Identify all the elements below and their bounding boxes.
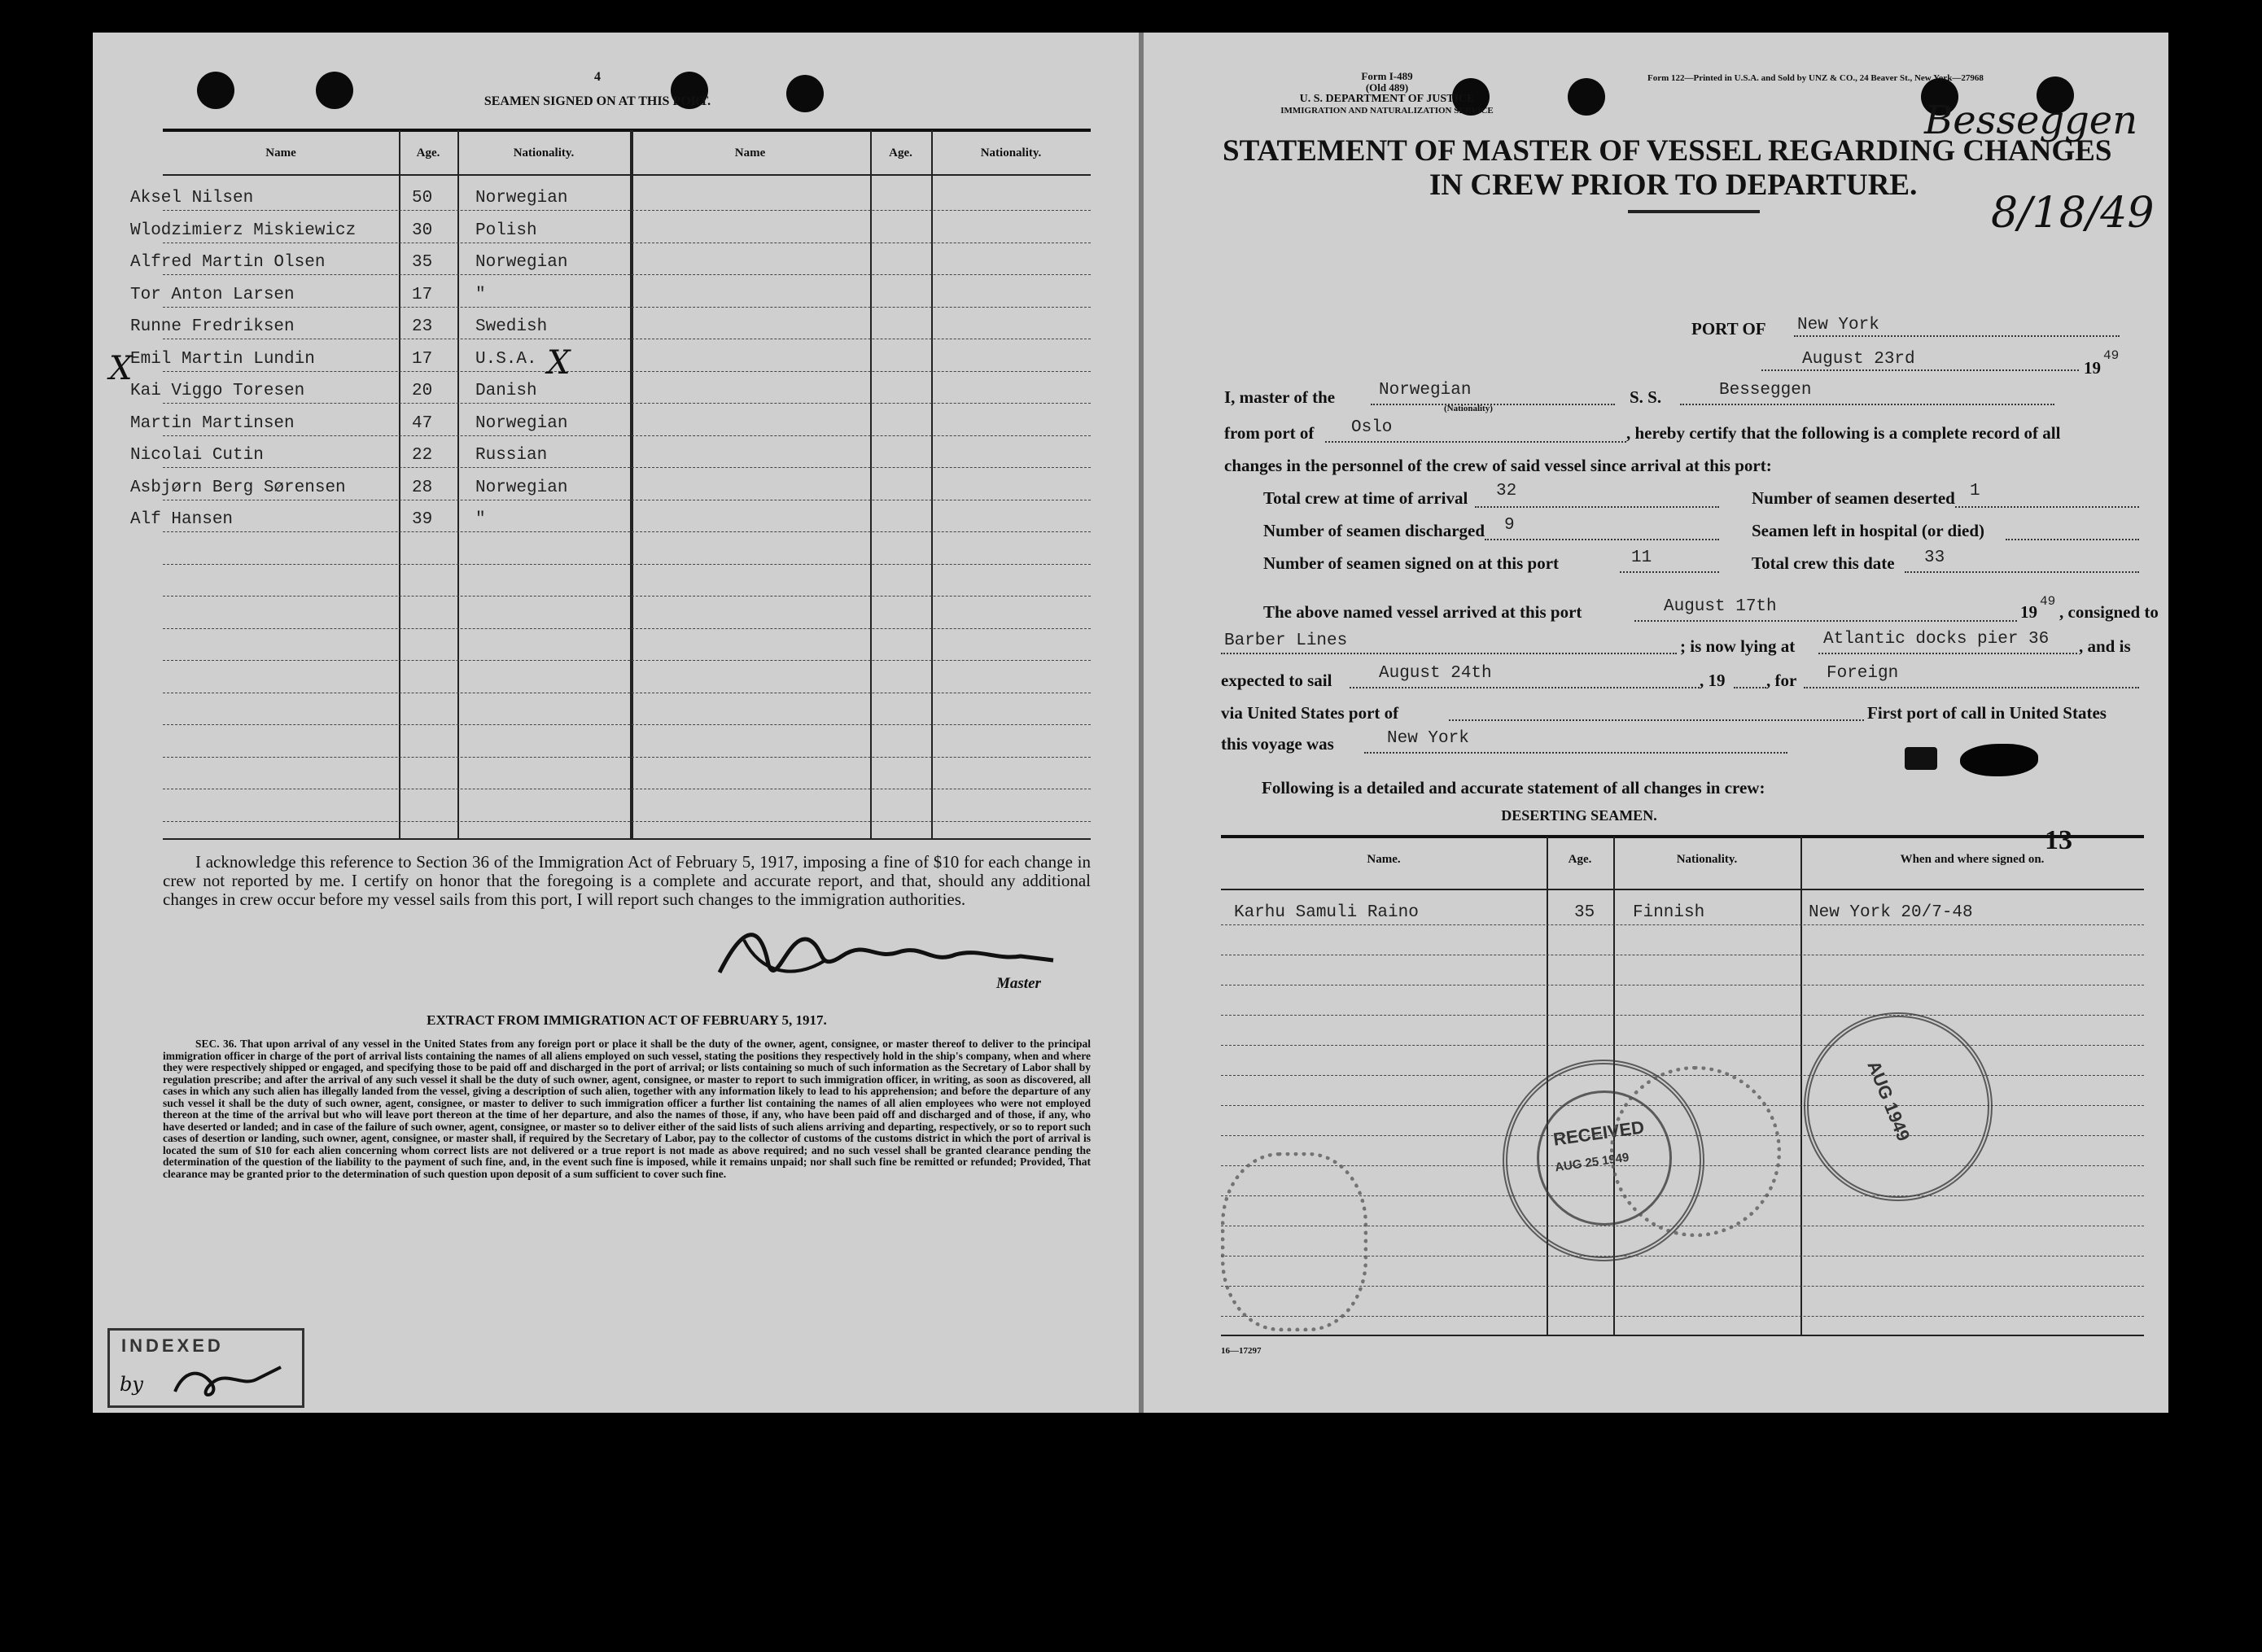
certify-text: , hereby certify that the following is a complete record of all (1626, 423, 2061, 443)
for-label: , for (1766, 671, 1797, 690)
column-header-age: Age. (416, 146, 440, 160)
ss-label: S. S. (1630, 387, 1662, 407)
arrived-year: 49 (2040, 594, 2056, 609)
total-arrival-label: Total crew at time of arrival (1263, 488, 1468, 508)
column-divider (457, 130, 459, 838)
nationality-value: Norwegian (1379, 381, 1472, 400)
port-label: PORT OF (1691, 319, 1766, 339)
via-label: via United States port of (1221, 703, 1399, 723)
form-number: Form I-489 (1361, 70, 1413, 82)
from-port-label: from port of (1224, 423, 1315, 443)
printer-note: Form 122—Printed in U.S.A. and Sold by UNZ & CO., 24 Beaver St., New York—27968 (1647, 73, 1984, 83)
punch-hole (786, 75, 824, 112)
handwritten-date: 8/18/49 (1991, 189, 2155, 238)
punch-hole (197, 72, 234, 109)
fill-line (1955, 506, 2139, 508)
deserting-header-age: Age. (1568, 853, 1592, 866)
signed-on-label: Number of seamen signed on at this port (1263, 553, 1560, 573)
fill-line (1794, 335, 2120, 337)
changes-text: changes in the personnel of the crew of said vessel since arrival at this port: (1224, 456, 1772, 475)
seaman-name: Kai Viggo Toresen (130, 382, 305, 400)
seaman-nationality: Danish (475, 382, 537, 400)
arrived-year-prefix: 19 (2020, 602, 2037, 622)
nationality-caption: (Nationality) (1444, 404, 1493, 413)
indexed-stamp (107, 1328, 304, 1408)
voyage-value: New York (1387, 729, 1469, 748)
total-date-label: Total crew this date (1752, 553, 1895, 573)
master-label: Master (996, 975, 1041, 992)
seaman-nationality: Norwegian (475, 413, 568, 433)
fill-line (1364, 752, 1787, 754)
seaman-name: Wlodzimierz Miskiewicz (130, 221, 357, 240)
seaman-age: 28 (412, 478, 433, 497)
seaman-nationality: Polish (475, 221, 537, 240)
column-header-nationality-2: Nationality. (980, 146, 1042, 160)
section-title: SEAMEN SIGNED ON AT THIS PORT. (483, 94, 711, 108)
row-rule (163, 435, 1091, 436)
deserting-bottom-rule (1221, 1335, 2144, 1336)
deserting-title: DESERTING SEAMEN. (1501, 807, 1657, 824)
fill-line (1818, 653, 2077, 654)
voyage-label: this voyage was (1221, 734, 1334, 754)
seaman-name: Alf Hansen (130, 510, 234, 529)
row-rule (163, 467, 1091, 468)
seaman-nationality: Norwegian (475, 478, 568, 497)
column-header-name: Name (265, 146, 296, 160)
row-rule (163, 628, 1091, 629)
fill-line (1449, 719, 1864, 721)
master-of-label: I, master of the (1224, 387, 1336, 407)
row-rule (163, 564, 1091, 565)
fill-line (1221, 653, 1677, 654)
and-is-label: , and is (2079, 636, 2131, 656)
signed-on-value: 11 (1631, 548, 1652, 567)
indexed-stamp-text: INDEXED (121, 1335, 224, 1356)
table-top-rule (163, 129, 1091, 132)
seaman-nationality: " (475, 510, 486, 529)
row-rule (163, 371, 1091, 372)
discharged-label: Number of seamen discharged (1263, 521, 1485, 540)
seaman-nationality: Norwegian (475, 189, 568, 208)
indexed-stamp-by: by (120, 1373, 143, 1396)
fill-line (1634, 620, 2017, 622)
deserting-header-signed-on: When and where signed on. (1900, 853, 2045, 866)
row-rule (163, 274, 1091, 275)
column-divider (1800, 837, 1802, 1335)
port-value: New York (1797, 316, 1879, 334)
form-title-line-1: STATEMENT OF MASTER OF VESSEL REGARDING CHANGES (1223, 134, 2112, 168)
page-gutter (1139, 33, 1144, 1413)
footer-code: 16—17297 (1221, 1346, 1262, 1356)
seaman-age: 23 (412, 317, 433, 336)
handwritten-vessel-name: Besseggen (1924, 98, 2138, 143)
punch-hole (316, 72, 353, 109)
strike-mark: X (109, 350, 133, 387)
extract-title: EXTRACT FROM IMMIGRATION ACT OF FEBRUARY 5, 1917. (427, 1012, 827, 1028)
row-rule (1221, 1316, 2144, 1317)
acknowledgment-text: I acknowledge this reference to Section 36 of the Immigration Act of February 5, 1917, imposing a fine of $10 for each change in crew not reported by me. I certify on honor that the foregoing is a complete and accurate report, and that, should any additional changes in crew occur before my vessel sails from this port, I will report such changes to the immigration authorities. (163, 852, 1091, 909)
department-name: U. S. DEPARTMENT OF JUSTICE (1299, 93, 1475, 105)
extract-text: SEC. 36. That upon arrival of any vessel in the United States from any foreign port or place it shall be the duty of the owner, agent, consignee, or master thereof to deliver to the principal immigration officer in charge of the port of arrival lists containing the names of all aliens employed on such vessel, stating the positions they respectively hold in the ship's company, when and where they were respectively shipped or engaged, and specifying those to be paid off and discharged in the port of arrival; or lists containing so much of such information as the Secretary of Labor shall by regulation prescribe; and after the arrival of any such vessel it shall be the duty of such owner, agent, consignee, or master to report to such immigration officer, in writing, as soon as discovered, all cases in which any such alien has illegally landed from the vessel, giving a description of such alien, together with any information likely to lead to his apprehension; and before the departure of any such vessel it shall be the duty of such owner, agent, consignee, or master to deliver to such immigration officer a further list containing the names of all alien employees who were not employed thereon at the time of the arrival but who will leave port thereon at the time of her departure, and also the names of those, if any, who have been paid off and discharged and of those, if any, who have deserted or landed; and in case of the failure of such owner, agent, consignee, or master so to deliver either of the said lists of such aliens arriving and departing, respectively, or so to report such cases of desertion or landing, such owner, agent, consignee, or master shall, if required by the Secretary of Labor, pay to the collector of customs of the customs district in which the port of arrival is located the sum of $10 for each alien concerning whom correct lists are not delivered or a true report is not made as above required; and no such vessel shall be granted clearance pending the determination of the question of the liability to the payment of such fine, and, in the event such fine is imposed, while it remains unpaid; nor shall such fine be remitted or refunded; Provided, That clearance may be granted prior to the determination of such question upon deposit of a sum sufficient to cover such fine. (163, 1038, 1091, 1180)
deserting-header-nationality: Nationality. (1676, 853, 1738, 866)
ink-blot (1905, 747, 1937, 770)
total-date-value: 33 (1924, 548, 1945, 567)
for-value: Foreign (1827, 664, 1899, 683)
service-name: IMMIGRATION AND NATURALIZATION SERVICE (1280, 106, 1494, 116)
seaman-age: 17 (412, 349, 433, 369)
deserted-label: Number of seamen deserted (1752, 488, 1955, 508)
row-rule (163, 307, 1091, 308)
row-rule (163, 724, 1091, 725)
deserting-header-name: Name. (1367, 853, 1401, 866)
fill-line (1325, 441, 1626, 443)
fill-line (1485, 539, 1719, 540)
statement-date: August 23rd (1802, 350, 1915, 369)
row-rule (1221, 924, 2144, 925)
deserter-signed-on: New York 20/7-48 (1809, 903, 1973, 922)
expected-label: expected to sail (1221, 671, 1332, 690)
seaman-age: 50 (412, 189, 433, 208)
expected-year-label: , 19 (1700, 671, 1726, 690)
row-rule (1221, 1015, 2144, 1016)
page-number-right: 13 (2045, 825, 2072, 855)
seaman-name: Runne Fredriksen (130, 317, 295, 336)
hospital-label: Seamen left in hospital (or died) (1752, 521, 1985, 540)
seaman-name: Aksel Nilsen (130, 189, 254, 208)
form-title-line-2: IN CREW PRIOR TO DEPARTURE. (1429, 168, 1918, 202)
row-rule (163, 660, 1091, 661)
seaman-name: Martin Martinsen (130, 413, 295, 433)
first-port-label: First port of call in United States (1867, 703, 2107, 723)
title-underline (1628, 210, 1760, 213)
fill-line (1620, 571, 1719, 573)
seaman-name: Nicolai Cutin (130, 446, 264, 465)
column-divider (630, 130, 633, 838)
row-rule (163, 531, 1091, 532)
seaman-name: Emil Martin Lundin (130, 349, 315, 369)
row-rule (163, 403, 1091, 404)
deserted-value: 1 (1970, 482, 1980, 500)
fill-line (1350, 687, 1700, 688)
discharged-value: 9 (1504, 516, 1515, 535)
vessel-name: Besseggen (1719, 381, 1812, 400)
expected-value: August 24th (1379, 664, 1492, 683)
seaman-age: 30 (412, 221, 433, 240)
circular-stamp-date: AUG 1949 (1863, 1057, 1914, 1144)
ink-blot (1960, 744, 2038, 776)
seaman-nationality: U.S.A. (475, 349, 537, 369)
total-arrival-value: 32 (1496, 482, 1517, 500)
row-rule (163, 757, 1091, 758)
fill-line (1371, 404, 1615, 405)
deserter-name: Karhu Samuli Raino (1234, 903, 1419, 922)
column-divider (399, 130, 400, 838)
column-header-name-2: Name (734, 146, 766, 160)
page-number: 4 (594, 70, 601, 84)
consignee-value: Barber Lines (1224, 632, 1348, 650)
column-header-age-2: Age. (889, 146, 912, 160)
right-page (1143, 33, 2168, 1413)
fill-line (1804, 687, 2139, 688)
column-header-nationality: Nationality. (513, 146, 575, 160)
seaman-nationality: Norwegian (475, 253, 568, 272)
row-rule (163, 821, 1091, 822)
seaman-age: 39 (412, 510, 433, 529)
table-header-rule (163, 174, 1091, 176)
table-bottom-rule (163, 838, 1091, 840)
deserter-age: 35 (1574, 903, 1595, 922)
lying-label: ; is now lying at (1680, 636, 1796, 656)
strike-mark: X (547, 344, 571, 382)
year-prefix: 19 (2084, 358, 2101, 378)
received-stamp-text: RECEIVED (1551, 1117, 1646, 1150)
deserting-table-top-rule (1221, 835, 2144, 838)
seaman-age: 35 (412, 253, 433, 272)
punch-hole (1568, 78, 1605, 116)
lying-value: Atlantic docks pier 36 (1823, 630, 2050, 649)
row-rule (1221, 1045, 2144, 1046)
fill-line (1905, 571, 2139, 573)
row-rule (163, 210, 1091, 211)
fill-line (1475, 506, 1719, 508)
column-divider (870, 130, 872, 838)
seaman-nationality: Russian (475, 446, 548, 465)
consigned-label: , consigned to (2059, 602, 2159, 622)
partial-stamp (1221, 1152, 1367, 1331)
seaman-age: 22 (412, 446, 433, 465)
seaman-nationality: " (475, 285, 486, 304)
seaman-nationality: Swedish (475, 317, 548, 336)
seaman-age: 17 (412, 285, 433, 304)
row-rule (163, 596, 1091, 597)
fill-line (2006, 539, 2139, 540)
deserting-header-rule (1221, 889, 2144, 890)
left-page (93, 33, 1140, 1413)
arrived-value: August 17th (1664, 597, 1777, 616)
seaman-name: Alfred Martin Olsen (130, 253, 326, 272)
seaman-name: Asbjørn Berg Sørensen (130, 478, 346, 497)
partial-stamp (1610, 1066, 1781, 1237)
row-rule (1221, 985, 2144, 986)
received-stamp-date: AUG 25 1949 (1554, 1150, 1630, 1175)
from-port-value: Oslo (1351, 418, 1393, 437)
seaman-age: 20 (412, 382, 433, 400)
seaman-age: 47 (412, 413, 433, 433)
deserter-nationality: Finnish (1633, 903, 1705, 922)
arrived-label: The above named vessel arrived at this port (1263, 602, 1582, 622)
year-value: 49 (2103, 348, 2120, 363)
fill-line (1761, 369, 2079, 371)
column-divider (931, 130, 933, 838)
initials-signature (167, 1355, 289, 1404)
seaman-name: Tor Anton Larsen (130, 285, 295, 304)
form-old-number: (Old 489) (1365, 81, 1409, 94)
following-text: Following is a detailed and accurate statement of all changes in crew: (1262, 778, 1765, 798)
fill-line (1680, 404, 2054, 405)
fill-line (1734, 687, 1766, 688)
